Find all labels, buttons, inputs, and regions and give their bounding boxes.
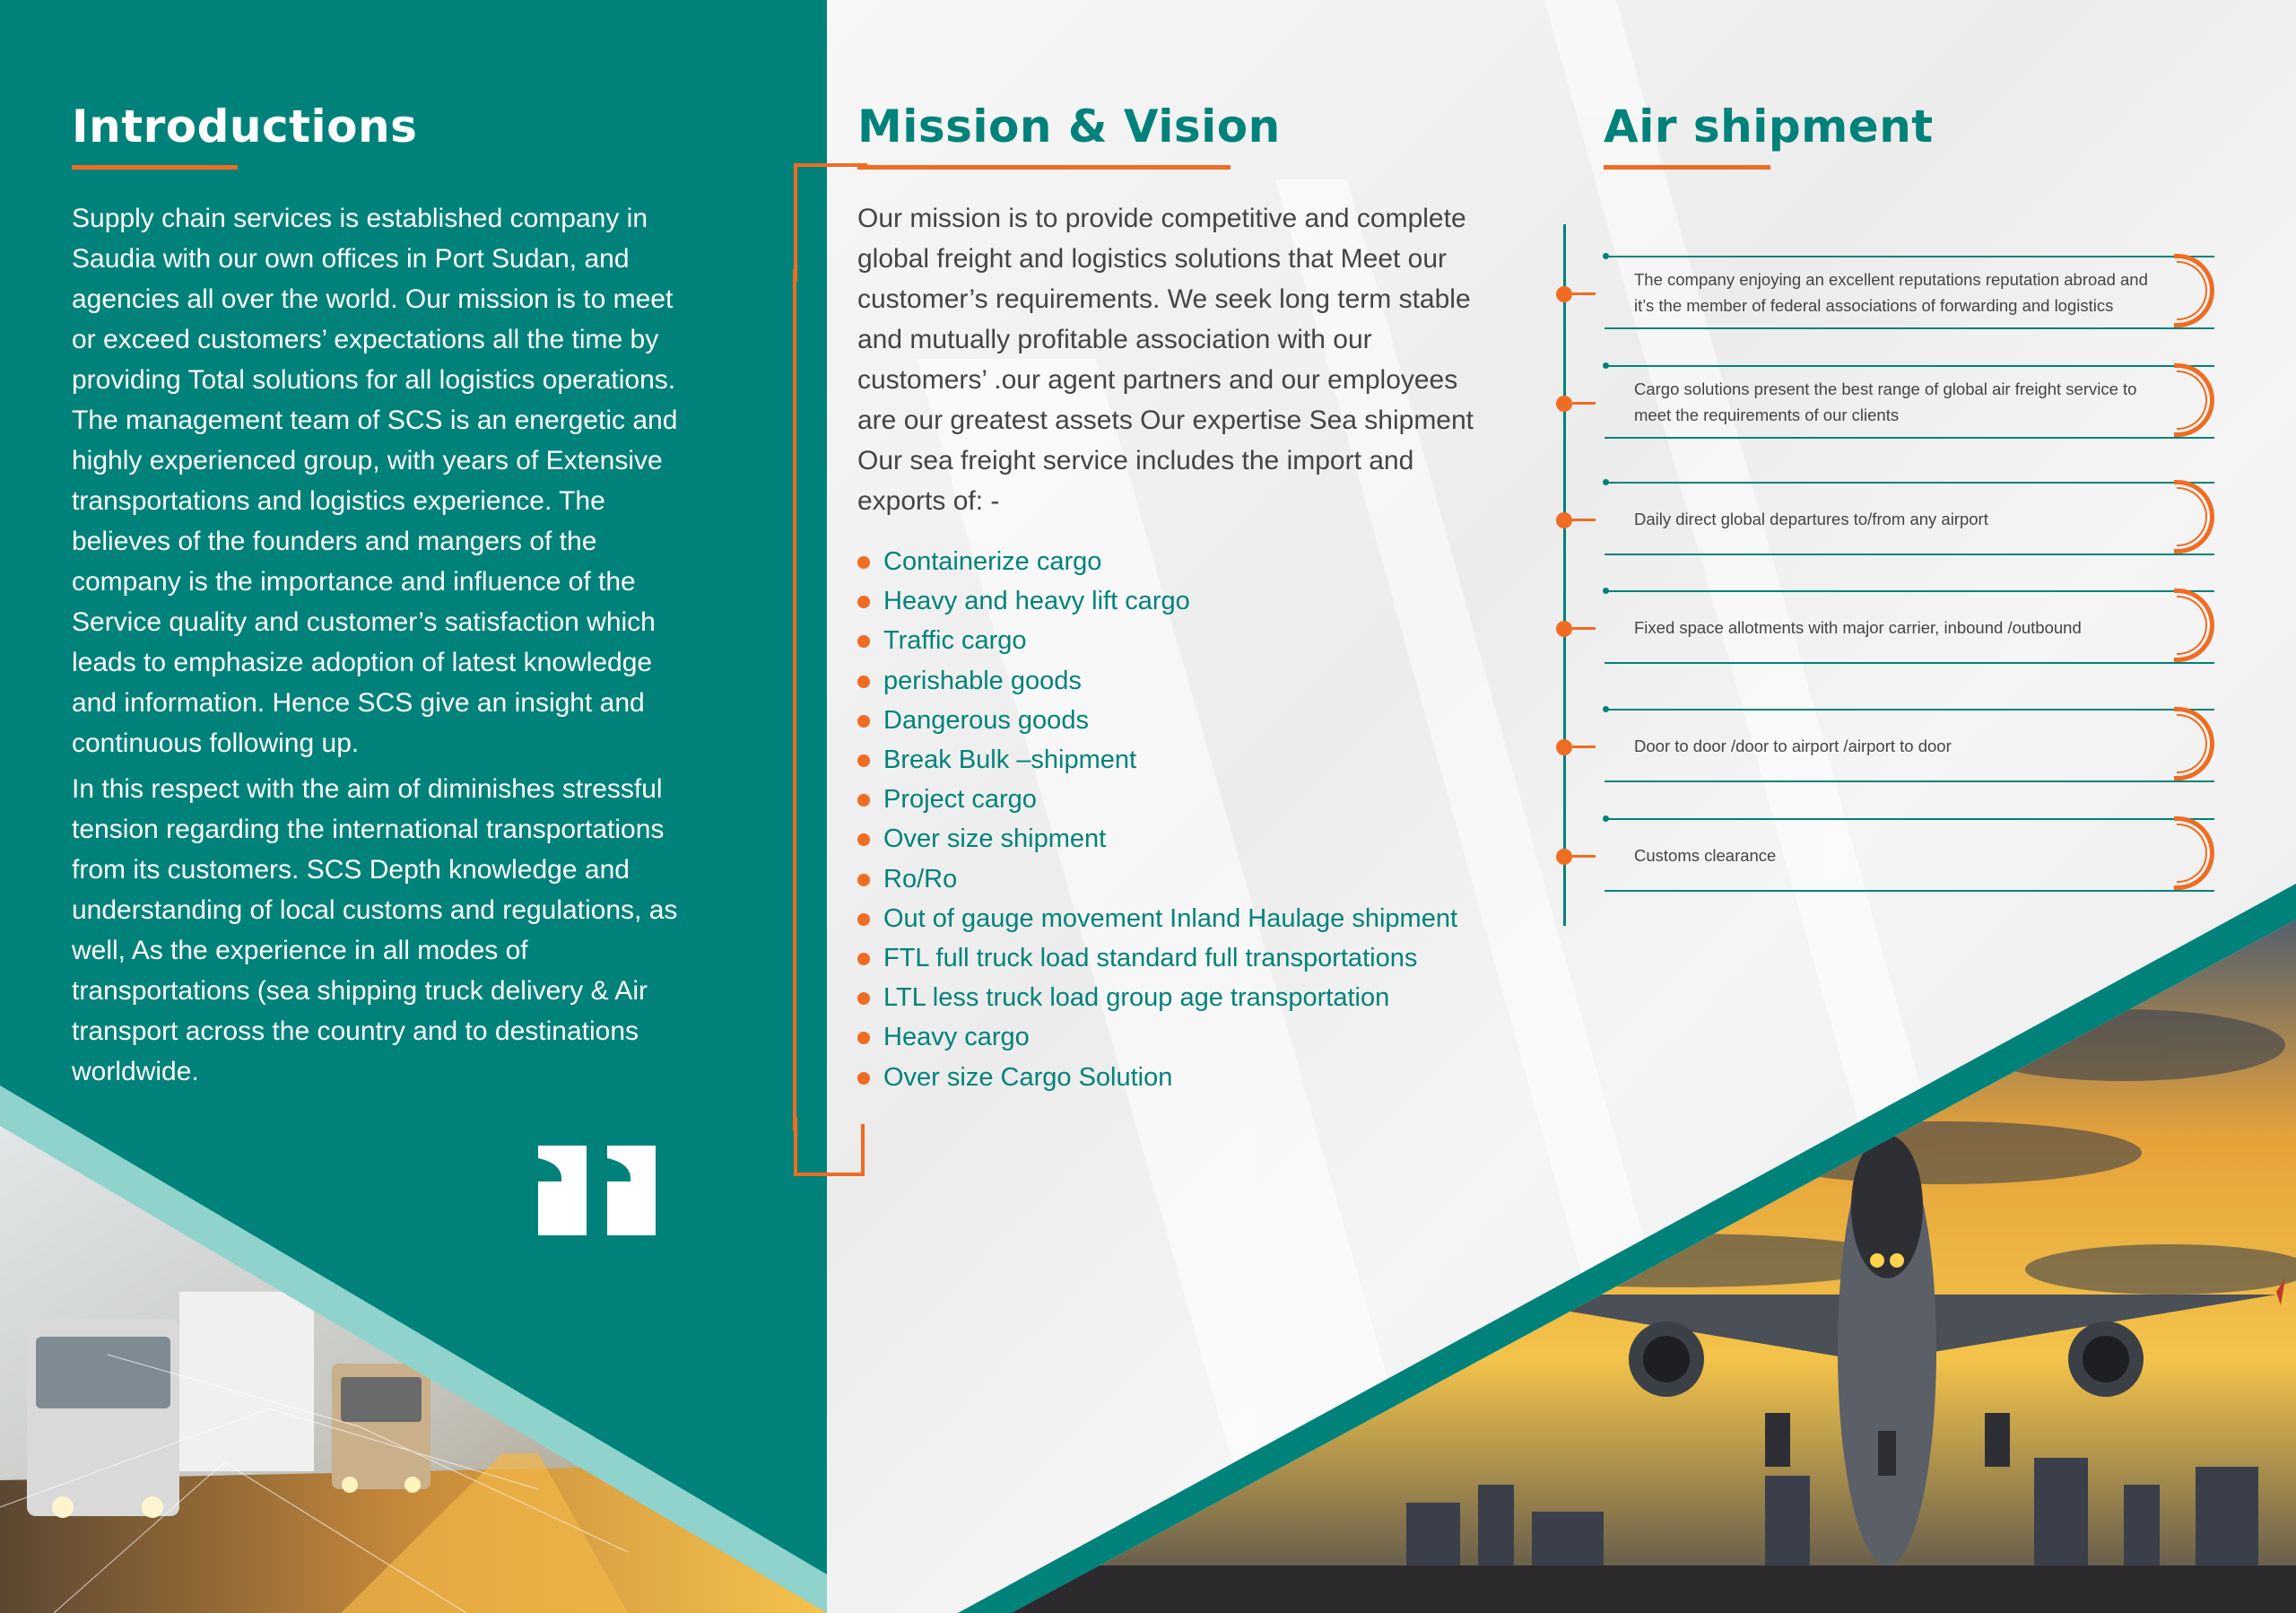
list-item: Over size shipment	[857, 819, 1503, 859]
introductions-underline	[72, 165, 238, 170]
bullet-dot-icon	[857, 596, 870, 608]
list-item: FTL full truck load standard full transportations	[857, 938, 1503, 978]
introductions-title: Introductions	[72, 100, 418, 153]
mission-text: Our mission is to provide competitive and complete global freight and logistics solutions that Meet our customer’s requirements. We seek long term stable and mutually profitable association with our customers’ .our agent partners and our employees are our greatest assets Our expertise Sea shipment Our sea freight service includes the import and exports of: -	[857, 204, 1474, 516]
list-item: Heavy cargo	[857, 1017, 1503, 1057]
bullet-dot-icon	[857, 833, 870, 846]
introductions-panel	[0, 0, 827, 1613]
mission-bracket-line	[793, 269, 796, 1130]
timeline-node-icon	[1556, 849, 1572, 865]
bullet-dot-icon	[857, 1072, 870, 1085]
air-shipment-title: Air shipment	[1604, 100, 1934, 153]
airplane-image	[958, 884, 2296, 1613]
air-item-text: Fixed space allotments with major carrier, inbound /outbound	[1634, 617, 2082, 637]
timeline-node-icon	[1556, 739, 1572, 755]
air-item-text: Cargo solutions present the best range of global air freight service to meet the requirements of our clients	[1634, 379, 2137, 424]
bullet-dot-icon	[857, 715, 870, 728]
bullet-dot-icon	[857, 992, 870, 1005]
timeline-node-icon	[1556, 621, 1572, 637]
mission-underline	[857, 165, 1231, 170]
air-item	[1564, 590, 2210, 664]
list-item: Heavy and heavy lift cargo	[857, 581, 1503, 621]
air-item-text: The company enjoying an excellent reputations reputation abroad and it’s the member of federal associations of forwarding and logistics	[1634, 270, 2148, 315]
introductions-text	[72, 198, 691, 1097]
timeline-node-icon	[1556, 512, 1572, 528]
list-item: Over size Cargo Solution	[857, 1058, 1503, 1097]
air-shipment-underline	[1604, 165, 1770, 170]
list-item: Dangerous goods	[857, 701, 1503, 740]
list-item: LTL less truck load group age transportation	[857, 978, 1503, 1017]
bullet-dot-icon	[857, 913, 870, 926]
list-item: Break Bulk –shipment	[857, 740, 1503, 780]
bullet-dot-icon	[857, 676, 870, 688]
air-item-text: Customs clearance	[1634, 845, 1777, 865]
bullet-dot-icon	[857, 953, 870, 965]
air-item	[1564, 709, 2210, 782]
list-item: Containerize cargo	[857, 542, 1503, 581]
list-item: Project cargo	[857, 780, 1503, 819]
bullet-dot-icon	[857, 874, 870, 886]
intro-paragraph-1: Supply chain services is established company in Saudia with our own offices in Port Sudan, and agencies all over the world. Our mission is to meet or exceed customers’ expectations all the time by providing Total solutions for all logistics operations. The management team of SCS is an energetic and highly experienced group, with years of Extensive transportations and logistics experience. The believes of the founders and mangers of the company is the importance and influence of the Service quality and customer’s satisfaction which leads to emphasize adoption of latest knowledge and information. Hence SCS give an insight and continuous following up.	[72, 204, 678, 758]
bullet-dot-icon	[857, 556, 870, 569]
bullet-dot-icon	[857, 1032, 870, 1044]
list-item: Ro/Ro	[857, 859, 1503, 899]
air-item-text: Daily direct global departures to/from any airport	[1634, 509, 1988, 528]
intro-paragraph-2: In this respect with the aim of diminishes stressful tension regarding the international transportations from its customers. SCS Depth knowledge and understanding of local customs and regulations, as well, As the experience in all modes of transportations (sea shipping truck delivery & Air transport across the country and to destinations worldwide.	[72, 774, 678, 1086]
timeline-node-icon	[1556, 396, 1572, 412]
mission-bracket-bottom	[793, 1117, 865, 1178]
air-item	[1564, 482, 2210, 555]
air-item	[1564, 818, 2210, 892]
timeline-node-icon	[1556, 286, 1572, 302]
air-item	[1564, 256, 2210, 329]
mission-title: Mission & Vision	[857, 100, 1281, 153]
list-item: Traffic cargo	[857, 621, 1503, 660]
air-item	[1564, 365, 2210, 439]
bullet-dot-icon	[857, 794, 870, 806]
air-item-text: Door to door /door to airport /airport to door	[1634, 736, 1952, 755]
trucks-image	[0, 1086, 827, 1613]
bullet-dot-icon	[857, 635, 870, 648]
bullet-dot-icon	[857, 754, 870, 767]
list-item: perishable goods	[857, 661, 1503, 701]
list-item: Out of gauge movement Inland Haulage shipment	[857, 899, 1503, 938]
